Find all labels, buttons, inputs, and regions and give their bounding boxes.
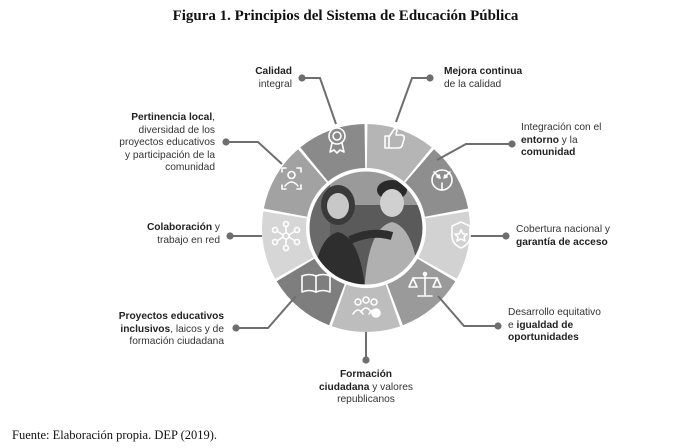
connector-dot-pertinencia [222,138,229,145]
connector-dot-calidad [298,74,305,81]
connector-calidad [302,78,336,124]
figure-title: Figura 1. Principios del Sistema de Educación Pública [172,8,519,24]
label-calidad: Calidad integral [255,66,292,90]
connector-proyectos [236,296,296,328]
label-colaboracion: Colaboración y trabajo en red [146,222,220,246]
label-proyectos: Proyectos educativos inclusivos, laicos y de formación ciudadana [118,311,224,347]
connector-dot-desarrollo [494,322,501,329]
connector-desarrollo [438,296,498,326]
label-cobertura: Cobertura nacional y garantía de acceso [516,224,611,248]
label-mejora: Mejora continua de la calidad [444,66,523,90]
connector-pertinencia [226,142,282,164]
connector-mejora [396,78,430,122]
label-desarrollo: Desarrollo equitativo e igualdad de oportunidades [508,307,601,343]
label-formacion: Formación ciudadana y valores republicanos [319,369,413,405]
connector-dot-mejora [426,74,433,81]
figure-source: Fuente: Elaboración propia. DEP (2019). [12,428,218,442]
connector-integracion [437,144,512,160]
connector-dot-proyectos [232,324,239,331]
label-integracion: Integración con el entorno y la comunidad [521,122,602,158]
connector-dot-colaboracion [226,232,233,239]
connector-dot-integracion [508,140,515,147]
connector-dot-cobertura [502,232,509,239]
connector-dot-formacion [362,356,369,363]
label-pertinencia: Pertinencia local, diversidad de los proyectos educativos y participación de la comunidad [119,112,215,173]
